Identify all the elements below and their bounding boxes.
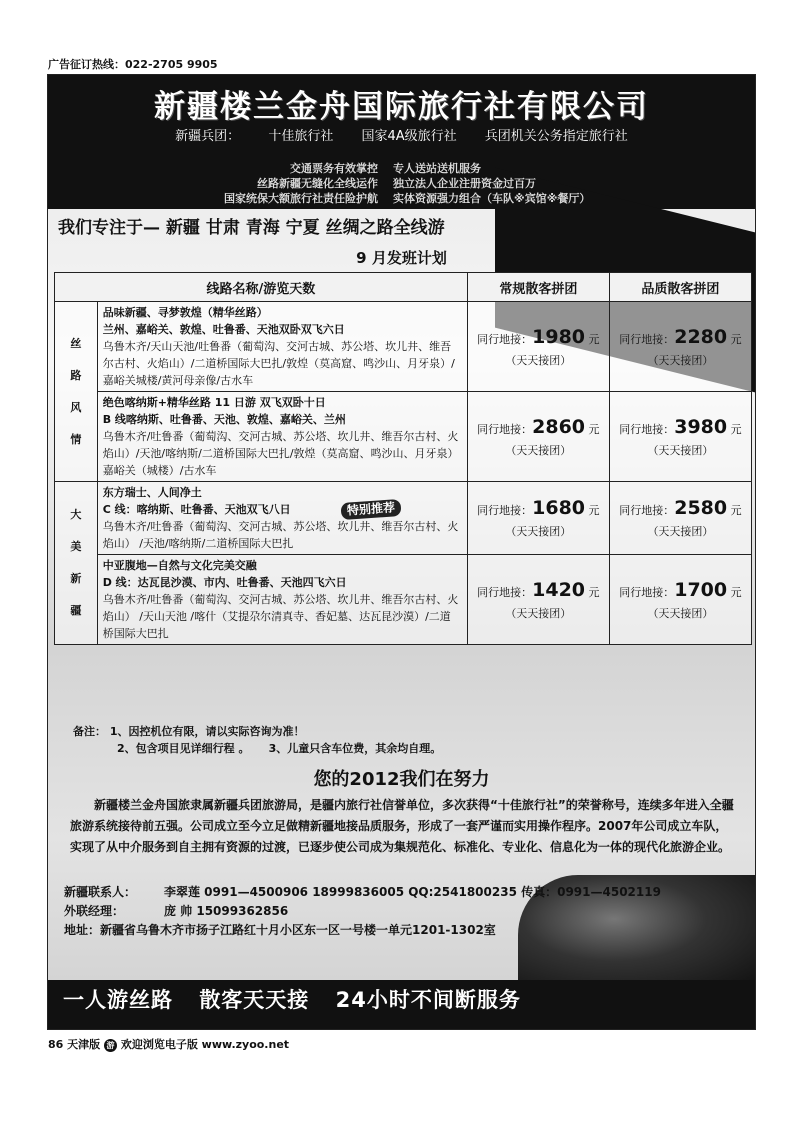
price-value: 1680 bbox=[532, 497, 586, 519]
price-quality bbox=[609, 302, 751, 392]
price-label: 同行地接： bbox=[619, 332, 675, 346]
region-char: 路 bbox=[70, 368, 82, 382]
col-header-route: 线路名称/游览天数 bbox=[55, 273, 468, 302]
region-char: 风 bbox=[70, 400, 82, 414]
price-unit: 元 bbox=[730, 422, 742, 436]
price-regular bbox=[467, 392, 609, 482]
price-unit: 元 bbox=[588, 585, 600, 599]
price-unit: 元 bbox=[588, 422, 600, 436]
subtitle-item: 兵团机关公务指定旅行社 bbox=[484, 129, 628, 144]
special-recommend-badge: 特别推荐 bbox=[340, 499, 401, 520]
region-char: 丝 bbox=[70, 336, 82, 350]
company-subtitle bbox=[48, 125, 755, 144]
price-value: 2280 bbox=[674, 325, 728, 348]
contact-value: 新疆省乌鲁木齐市扬子江路红十月小区东一区一号楼一单元1201-1302室 bbox=[100, 923, 496, 937]
price-unit: 元 bbox=[730, 504, 742, 517]
route-name: 品味新疆、寻梦敦煌（精华丝路） bbox=[102, 306, 268, 319]
price-value: 3980 bbox=[674, 415, 728, 438]
price-label: 同行地接： bbox=[619, 504, 675, 517]
ad-hotline: 广告征订热线：022-2705 9905 bbox=[48, 58, 218, 71]
daily-note: （天天接团） bbox=[505, 525, 572, 538]
advertisement-frame bbox=[47, 74, 756, 1030]
contact-xinjiang bbox=[64, 883, 661, 902]
page-footer bbox=[48, 1036, 289, 1052]
daily-note: （天天接团） bbox=[505, 443, 572, 457]
col-header-quality: 品质散客拼团 bbox=[609, 273, 751, 302]
route-line: D 线：达瓦昆沙漠、市内、吐鲁番、天池四飞六日 bbox=[102, 576, 347, 589]
price-unit: 元 bbox=[588, 332, 600, 346]
table-row bbox=[55, 482, 752, 555]
table-row bbox=[55, 392, 752, 482]
note-2: 2、包含项目见详细行程 。 bbox=[117, 742, 250, 755]
subtitle-item: 国家4A级旅行社 bbox=[361, 129, 457, 144]
feature-item: 专人送站送机服务 bbox=[393, 162, 481, 175]
region-char: 新 bbox=[70, 572, 82, 585]
region-char: 大 bbox=[70, 508, 82, 521]
table-row bbox=[55, 302, 752, 392]
daily-note: （天天接团） bbox=[505, 606, 572, 620]
route-name: 东方瑞士、人间净土 bbox=[102, 486, 202, 499]
route-cell bbox=[97, 482, 467, 555]
price-unit: 元 bbox=[730, 585, 742, 599]
note-2-3 bbox=[73, 740, 441, 757]
daily-note: （天天接团） bbox=[647, 353, 714, 367]
price-quality bbox=[609, 482, 751, 555]
price-unit: 元 bbox=[588, 504, 600, 517]
notes bbox=[73, 723, 441, 757]
price-value: 1980 bbox=[532, 325, 586, 348]
price-label: 同行地接： bbox=[619, 422, 675, 436]
daily-note: （天天接团） bbox=[647, 606, 714, 620]
daily-note: （天天接团） bbox=[647, 525, 714, 538]
table-header-row bbox=[55, 273, 752, 302]
price-quality bbox=[609, 555, 751, 645]
slogan bbox=[63, 984, 539, 1014]
contact-address bbox=[64, 921, 661, 940]
region-silk-road bbox=[55, 302, 98, 482]
feature-item: 独立法人企业注册资金过百万 bbox=[393, 177, 536, 190]
features-right bbox=[393, 161, 713, 206]
route-name: 绝色喀纳斯+精华丝路 11 日游 双飞双卧十日 bbox=[102, 396, 326, 409]
route-detail: 乌鲁木齐/天山天池/吐鲁番（葡萄沟、交河古城、苏公塔、坎儿井、维吾尔古村、火焰山）/二道桥国际大巴扎/敦煌（莫高窟、鸣沙山、月牙泉）/嘉峪关城楼/黄河母亲像/古水车 bbox=[102, 340, 455, 387]
page-number: 86 天津版 bbox=[48, 1038, 101, 1051]
route-detail: 乌鲁木齐/吐鲁番（葡萄沟、交河古城、苏公塔、坎儿井、维吾尔古村、火焰山） /天池/喀纳斯/二道桥国际大巴扎 bbox=[102, 520, 459, 550]
price-label: 同行地接： bbox=[477, 422, 533, 436]
region-char: 疆 bbox=[70, 604, 82, 617]
subtitle-item: 新疆兵团： bbox=[175, 129, 241, 144]
route-detail: 乌鲁木齐/吐鲁番（葡萄沟、交河古城、苏公塔、坎儿井、维吾尔古村、火焰山） /天山天池 /喀什（艾提尕尔清真寺、香妃墓、达瓦昆沙漠）/二道桥国际大巴扎 bbox=[102, 593, 459, 640]
daily-note: （天天接团） bbox=[647, 443, 714, 457]
col-header-regular: 常规散客拼团 bbox=[467, 273, 609, 302]
price-quality bbox=[609, 392, 751, 482]
features-left bbox=[148, 161, 378, 206]
note-3: 3、儿童只含车位费，其余均自理。 bbox=[268, 742, 442, 755]
contact-value: 庞 帅 15099362856 bbox=[164, 904, 289, 918]
route-line: 兰州、嘉峪关、敦煌、吐鲁番、天池双卧双飞六日 bbox=[102, 323, 345, 336]
focus-statement: 我们专注于— 新疆 甘肃 青海 宁夏 丝绸之路全线游 bbox=[58, 218, 445, 238]
effort-title: 您的2012我们在努力 bbox=[313, 769, 490, 790]
note-1: 备注： 1、因控机位有限，请以实际咨询为准！ bbox=[73, 725, 305, 738]
slogan-item: 一人游丝路 bbox=[63, 988, 173, 1012]
contact-external bbox=[64, 902, 661, 921]
daily-note: （天天接团） bbox=[505, 353, 572, 367]
route-line bbox=[103, 501, 462, 518]
contact-label: 地址： bbox=[64, 923, 101, 937]
schedule-table bbox=[54, 272, 752, 645]
region-char: 情 bbox=[70, 432, 82, 446]
price-label: 同行地接： bbox=[477, 504, 533, 517]
feature-item: 交通票务有效掌控 bbox=[290, 162, 378, 175]
slogan-item: 24小时不间断服务 bbox=[335, 988, 521, 1012]
price-value: 2580 bbox=[674, 497, 728, 519]
price-label: 同行地接： bbox=[619, 585, 675, 599]
company-intro: 新疆楼兰金舟国旅隶属新疆兵团旅游局，是疆内旅行社信誉单位，多次获得“十佳旅行社”的荣誉称号，连续多年进入全疆旅游系统接待前五强。公司成立至今立足做精新疆地接品质服务，形成了一套严谨而实用操作程序。2007年公司成立车队，实现了从中介服务到自主拥有资源的过渡，已逐步使公司成为集规范化、标准化、专业化、信息化为一体的现代化旅游企业。 bbox=[70, 798, 734, 854]
company-name: 新疆楼兰金舟国际旅行社有限公司 bbox=[154, 89, 649, 125]
schedule-title: 9 月发班计划 bbox=[356, 249, 447, 267]
region-great-xinjiang bbox=[55, 482, 98, 645]
route-line: B 线喀纳斯、吐鲁番、天池、敦煌、嘉峪关、兰州 bbox=[102, 413, 346, 426]
brand-logo-icon: 游 bbox=[104, 1039, 117, 1052]
contact-label: 外联经理： bbox=[64, 904, 125, 918]
route-cell bbox=[97, 392, 467, 482]
price-label: 同行地接： bbox=[477, 585, 533, 599]
subtitle-item: 十佳旅行社 bbox=[268, 129, 334, 144]
route-detail: 乌鲁木齐/吐鲁番（葡萄沟、交河古城、苏公塔、坎儿井、维吾尔古村、火焰山）/天池/喀纳斯/二道桥国际大巴扎/敦煌（莫高窟、鸣沙山、月牙泉）嘉峪关（城楼）/古水车 bbox=[102, 430, 459, 477]
price-value: 2860 bbox=[532, 415, 586, 438]
price-value: 1700 bbox=[674, 578, 728, 601]
feature-item: 实体资源强力组合（车队※宾馆※餐厅） bbox=[393, 192, 591, 205]
contact-label: 新疆联系人： bbox=[64, 885, 137, 899]
table-row bbox=[55, 555, 752, 645]
contact-info bbox=[64, 883, 661, 940]
route-cell bbox=[97, 302, 467, 392]
price-regular bbox=[467, 482, 609, 555]
price-label: 同行地接： bbox=[477, 332, 533, 346]
price-regular bbox=[467, 302, 609, 392]
slogan-item: 散客天天接 bbox=[199, 988, 310, 1012]
footer-text: 欢迎浏览电子版 www.zyoo.net bbox=[120, 1038, 290, 1051]
region-char: 美 bbox=[70, 540, 82, 553]
route-cell bbox=[97, 555, 467, 645]
route-name: 中亚腹地—自然与文化完美交融 bbox=[102, 559, 257, 572]
feature-item: 国家统保大额旅行社责任险护航 bbox=[224, 192, 378, 205]
price-regular bbox=[467, 555, 609, 645]
contact-value: 李翠莲 0991—4500906 18999836005 QQ:2541800235 传真：0991—4502119 bbox=[164, 885, 661, 899]
route-line-text: C 线：喀纳斯、吐鲁番、天池双飞八日 bbox=[102, 503, 291, 516]
feature-item: 丝路新疆无缝化全线运作 bbox=[257, 177, 378, 190]
price-unit: 元 bbox=[730, 332, 742, 346]
price-value: 1420 bbox=[532, 578, 586, 601]
